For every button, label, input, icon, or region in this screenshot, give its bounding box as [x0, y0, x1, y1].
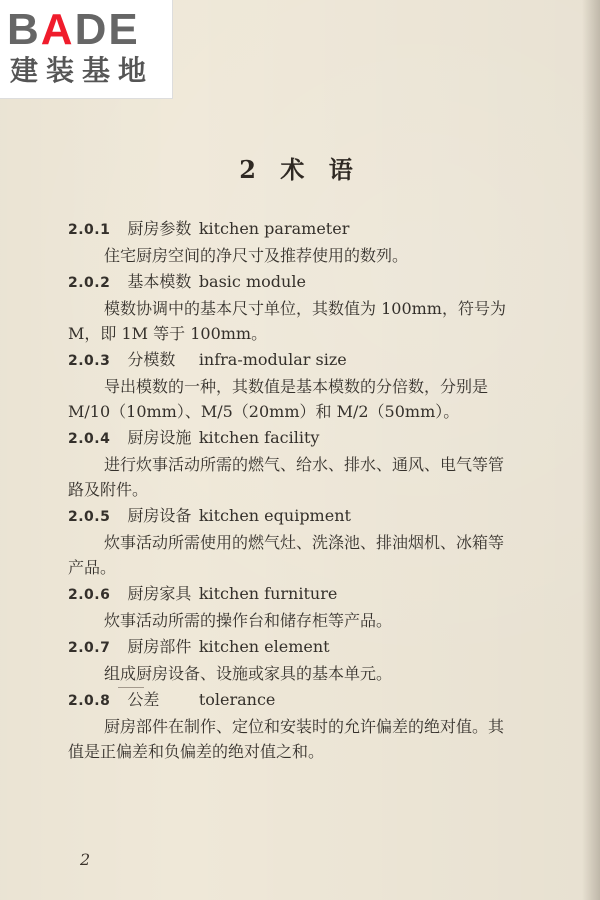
term-heading: [68, 634, 513, 661]
page-edge-shadow: [582, 0, 600, 900]
term-number: 2.0.6: [68, 587, 111, 603]
term-definition: 炊事活动所需的操作台和储存柜等产品。: [104, 611, 393, 630]
term-heading: [68, 347, 513, 374]
term-name-chinese: 厨房设施: [127, 428, 192, 447]
term-name-chinese: 分模数: [127, 350, 176, 369]
logo-wordmark: [7, 5, 140, 54]
term-name-chinese: 公差: [127, 690, 160, 709]
brand-logo: [0, 0, 173, 99]
term-number: 2.0.7: [68, 640, 111, 656]
term-item: [68, 687, 513, 764]
term-item: [68, 347, 513, 424]
term-number: 2.0.4: [68, 431, 111, 447]
term-name-english: kitchen parameter: [198, 219, 350, 238]
term-number: 2.0.1: [68, 222, 111, 238]
term-name-chinese: 厨房设备: [127, 506, 192, 525]
term-name-english: kitchen facility: [198, 428, 320, 447]
term-name-chinese: 基本模数: [127, 272, 192, 291]
term-name-chinese: 厨房参数: [127, 219, 192, 238]
term-heading: [68, 216, 513, 243]
term-name-english: basic module: [198, 272, 306, 291]
term-name-english: infra-modular size: [198, 350, 347, 369]
section-title: 2 术 语: [239, 155, 361, 184]
terms-list: [68, 216, 513, 765]
logo-subtitle: 建装基地: [10, 55, 155, 86]
term-heading: [68, 687, 513, 714]
term-name-chinese: 厨房家具: [127, 584, 192, 603]
term-definition: 住宅厨房空间的净尺寸及推荐使用的数列。: [104, 246, 409, 265]
term-number: 2.0.2: [68, 275, 111, 291]
logo-letter-a: A: [40, 5, 75, 54]
term-heading: [68, 269, 513, 296]
term-item: [68, 216, 513, 268]
term-definition: 组成厨房设备、设施或家具的基本单元。: [104, 664, 393, 683]
term-number: 2.0.5: [68, 509, 111, 525]
term-number: 2.0.3: [68, 353, 111, 369]
term-heading: [68, 425, 513, 452]
term-name-chinese: 厨房部件: [127, 637, 192, 656]
term-name-english: kitchen furniture: [198, 584, 338, 603]
term-definition: 炊事活动所需使用的燃气灶、洗涤池、排油烟机、冰箱等产品。: [68, 533, 505, 577]
term-item: [68, 425, 513, 502]
term-item: [68, 269, 513, 346]
term-name-english: kitchen equipment: [198, 506, 351, 525]
term-heading: [68, 581, 513, 608]
underline-mark: [118, 687, 144, 688]
term-definition: 厨房部件在制作、定位和安装时的允许偏差的绝对值。其值是正偏差和负偏差的绝对值之和。: [68, 717, 505, 761]
term-item: [68, 634, 513, 686]
term-item: [68, 581, 513, 633]
term-definition: 导出模数的一种，其数值是基本模数的分倍数，分别是 M/10（10mm）、M/5（20mm）和 M/2（50mm）。: [68, 377, 489, 421]
term-definition: 模数协调中的基本尺寸单位，其数值为 100mm，符号为 M，即 1M 等于 100mm。: [68, 299, 506, 343]
logo-letters-de: DE: [74, 5, 140, 54]
term-item: [68, 503, 513, 580]
term-name-english: kitchen element: [198, 637, 330, 656]
term-heading: [68, 503, 513, 530]
term-number: 2.0.8: [68, 693, 111, 709]
page-number: 2: [80, 850, 91, 869]
logo-letter-b: B: [7, 5, 41, 54]
term-name-english: tolerance: [198, 690, 276, 709]
term-definition: 进行炊事活动所需的燃气、给水、排水、通风、电气等管路及附件。: [68, 455, 505, 499]
